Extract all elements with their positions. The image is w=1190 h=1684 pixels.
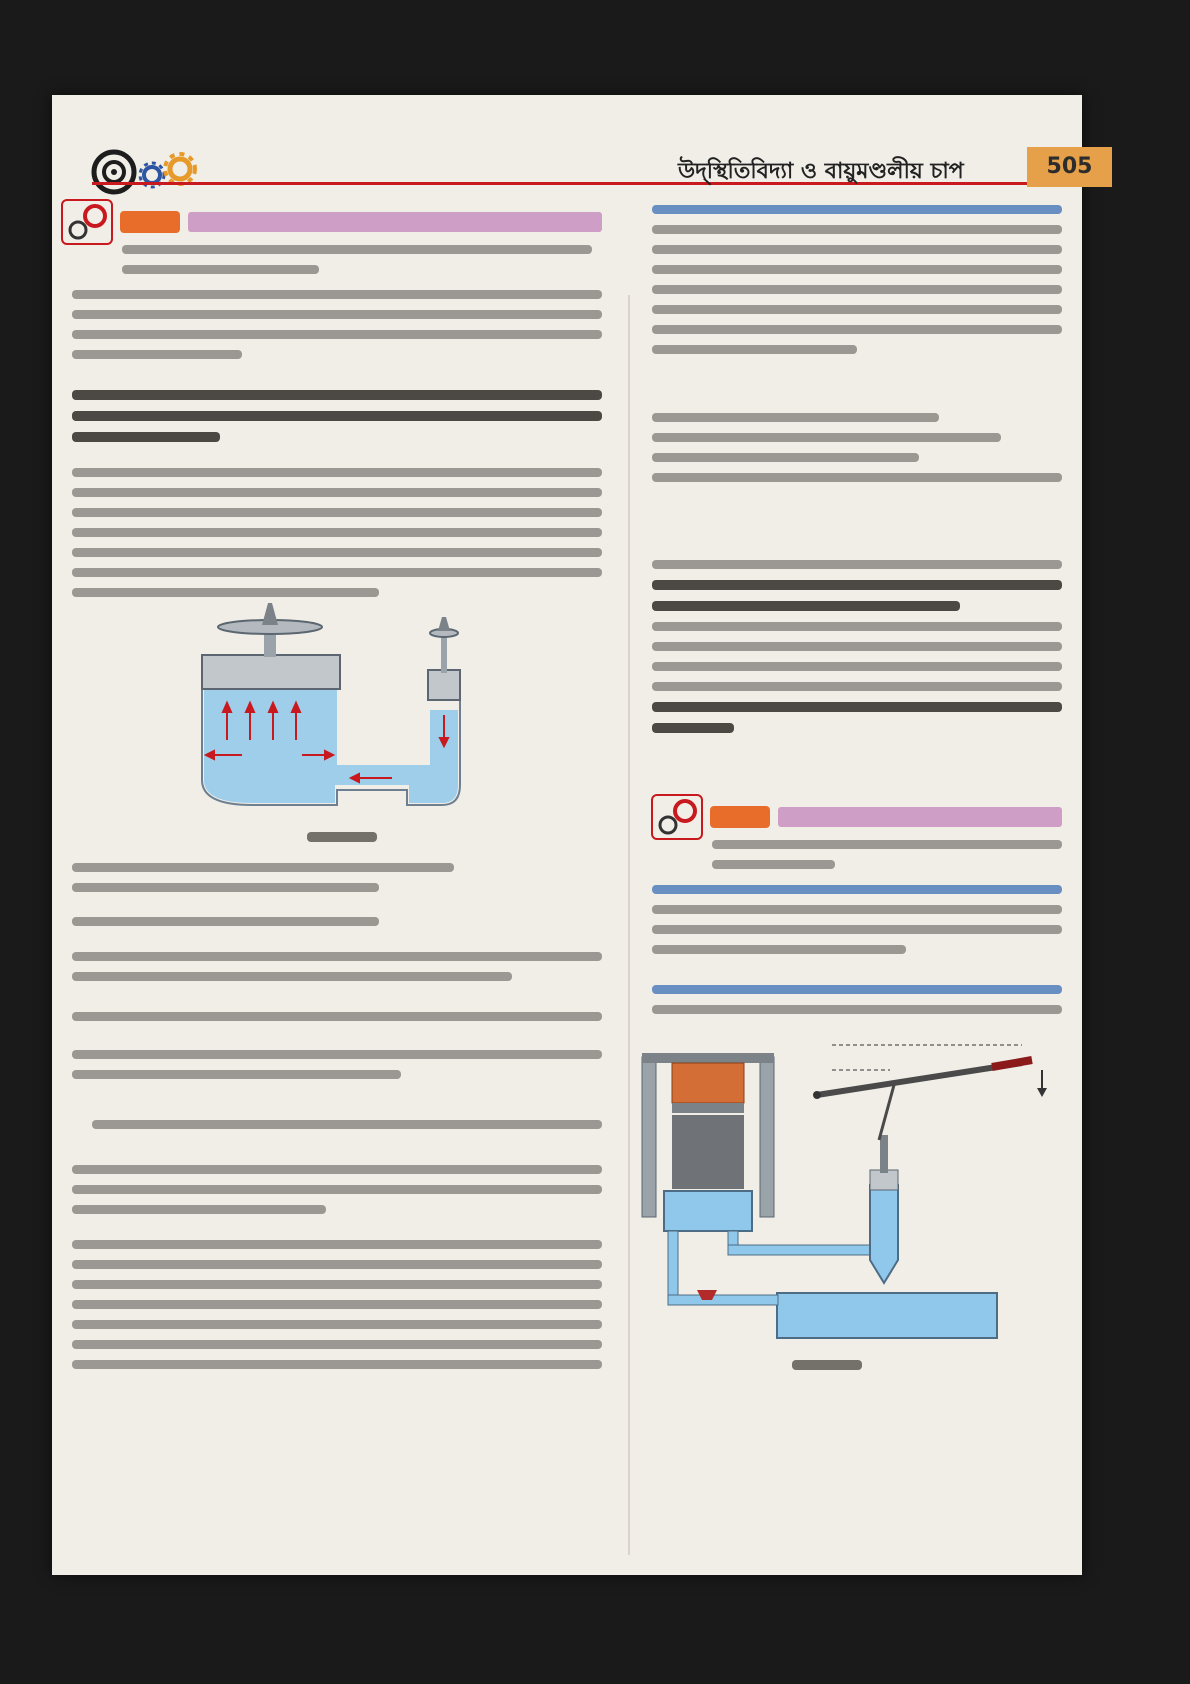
equation-placeholder-2 [72, 1012, 602, 1021]
equation-placeholder-3 [92, 1120, 602, 1129]
book-page [52, 95, 1093, 1575]
equation-placeholder-1 [72, 917, 602, 926]
section-subtitle-placeholder [122, 245, 592, 274]
paragraph-placeholder-5 [72, 952, 602, 981]
section-header-2-9-2 [652, 800, 1062, 834]
paragraph-placeholder-2 [72, 390, 602, 442]
gear-logo-icon [90, 147, 210, 197]
paragraph-placeholder-9 [652, 205, 1062, 354]
section-title-block [778, 807, 1062, 827]
paragraph-placeholder-3 [72, 468, 602, 597]
paragraph-placeholder-6 [72, 1050, 602, 1079]
paragraph-placeholder-10 [652, 560, 1062, 733]
paragraph-placeholder-1 [72, 290, 602, 359]
paragraph-placeholder-12 [652, 985, 1062, 1014]
running-header-title: উদ্‌স্থিতিবিদ্যা ও বায়ুমণ্ডলীয় চাপ [678, 159, 964, 184]
section-number-block [710, 806, 770, 828]
figure-2-19-caption-placeholder [307, 832, 377, 842]
page-number: 505 [1027, 147, 1112, 187]
paragraph-placeholder-4 [72, 863, 602, 892]
section-number-block [120, 211, 180, 233]
figure-2-20-diagram [632, 1035, 1072, 1345]
section-title-block [188, 212, 602, 232]
gear-section-icon [652, 795, 702, 839]
paragraph-placeholder-8 [72, 1240, 602, 1369]
gear-section-icon [62, 200, 112, 244]
equation-placeholder-4 [652, 413, 1062, 482]
section-subtitle-placeholder [712, 840, 1062, 869]
paragraph-placeholder-7 [72, 1165, 602, 1214]
figure-2-20-caption-placeholder [792, 1360, 862, 1370]
column-divider [628, 295, 630, 1555]
paragraph-placeholder-11 [652, 885, 1062, 954]
figure-2-19-diagram [192, 615, 492, 820]
section-header-2-9-1 [62, 205, 602, 239]
